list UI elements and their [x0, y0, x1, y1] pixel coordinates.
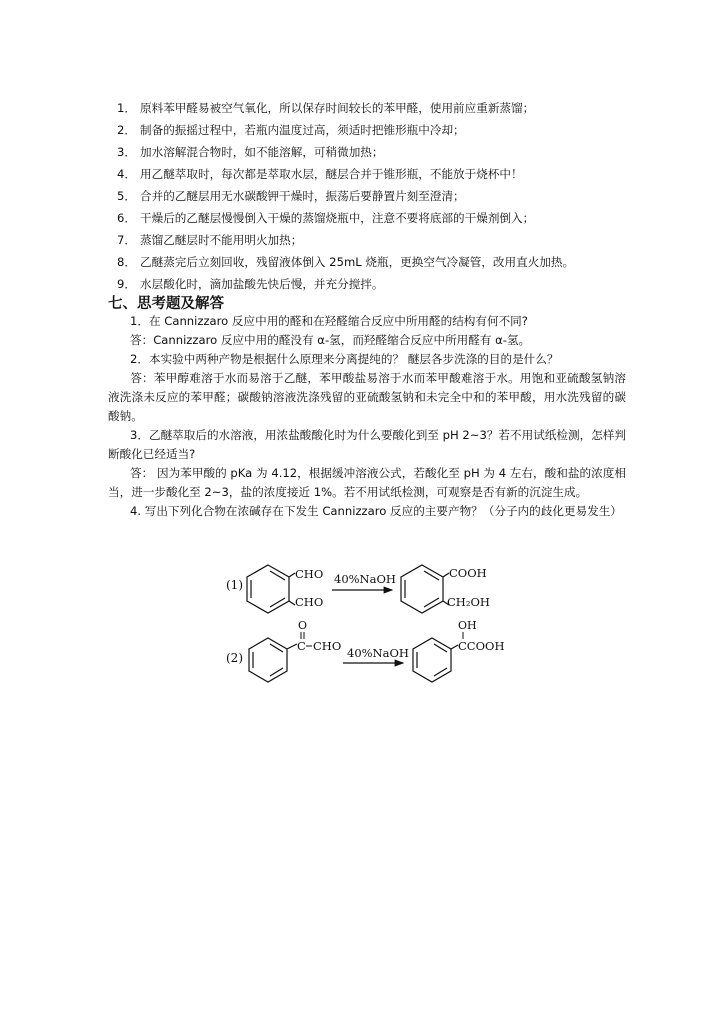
note-number: 1．: [117, 101, 136, 115]
benzene-ring-icon: [247, 565, 295, 613]
note-number: 6．: [117, 211, 136, 225]
answer-3: 答： 因为苯甲酸的 pKa 为 4.12，根据缓冲溶液公式，若酸化至 pH 为 4 左右，酸和盐的浓度相当，进一步酸化至 2~3，盐的浓度接近 1%。若不用试纸检测，可观察是否有新的沉淀生成。: [108, 466, 626, 499]
substituent-cho: CHO: [295, 595, 324, 609]
note-item: [108, 232, 628, 248]
substituent-cooh: COOH: [449, 566, 487, 580]
question-3: 3．乙醚萃取后的水溶液，用浓盐酸酸化时为什么要酸化到至 pH 2~3？若不用试纸检测，怎样判断酸化已经适当?: [108, 428, 626, 461]
note-text: 用乙醚萃取时，每次都是萃取水层，醚层合并于锥形瓶，不能放于烧杯中！: [140, 167, 523, 181]
carbonyl-oxygen: O: [298, 619, 308, 632]
substituent-ch2oh: CH₂OH: [447, 595, 490, 609]
answer-2: 答：苯甲醇难溶于水而易溶于乙醚，苯甲酸盐易溶于水而苯甲酸难溶于水。用饱和亚硫酸氢钠溶液洗涤未反应的苯甲醛；碳酸钠溶液洗涤残留的亚硫酸氢钠和未完全中和的苯甲酸，用水洗残留的碳酸钠。: [108, 371, 626, 423]
reaction-schemes: [0, 555, 724, 700]
hydroxyl-group: OH: [458, 619, 477, 632]
question-1: 1．在 Cannizzaro 反应中用的醛和在羟醛缩合反应中所用醛的结构有何不同?: [130, 314, 528, 328]
note-number: 7．: [117, 233, 136, 247]
reaction-2: [226, 619, 504, 682]
reaction-label: (2): [226, 651, 243, 665]
section-heading: 七、思考题及解答: [108, 296, 224, 312]
note-number: 4．: [117, 167, 136, 181]
note-text: 乙醚蒸完后立刻回收，残留液体倒入 25mL 烧瓶，更换空气冷凝管，改用直火加热。: [140, 255, 575, 269]
note-item: [108, 100, 628, 116]
note-number: 5．: [117, 189, 136, 203]
note-item: [108, 144, 628, 160]
reagent-label: 40%NaOH: [334, 572, 396, 586]
note-item: [108, 122, 628, 138]
substituent-cho: CHO: [313, 639, 342, 653]
reagent-label: 40%NaOH: [347, 646, 409, 660]
question-4: 4. 写出下列化合物在浓碱存在下发生 Cannizzaro 反应的主要产物？（分子内的歧化更易发生）: [130, 504, 622, 518]
note-item: [108, 210, 628, 226]
note-number: 2．: [117, 123, 136, 137]
note-text: 水层酸化时，滴加盐酸先快后慢，并充分搅拌。: [140, 277, 384, 291]
benzene-ring-icon: [413, 638, 458, 682]
substituent-ccooh: CCOOH: [458, 639, 505, 653]
benzene-ring-icon: [249, 638, 297, 682]
reaction-1: [226, 565, 490, 613]
note-number: 9．: [117, 277, 136, 291]
note-text: 合并的乙醚层用无水碳酸钾干燥时，振荡后要静置片刻至澄清；: [140, 189, 465, 203]
note-text: 蒸馏乙醚层时不能用明火加热；: [140, 233, 303, 247]
carbonyl-carbon: C: [297, 639, 306, 653]
note-number: 8．: [117, 255, 136, 269]
note-text: 干燥后的乙醚层慢慢倒入干燥的蒸馏烧瓶中，注意不要将底部的干燥剂倒入；: [140, 211, 535, 225]
answer-1: 答：Cannizzaro 反应中用的醛没有 α-氢，而羟醛缩合反应中所用醛有 α-氢。: [130, 333, 531, 347]
note-text: 加水溶解混合物时，如不能溶解，可稍微加热；: [140, 145, 384, 159]
substituent-cho: CHO: [295, 567, 324, 581]
reaction-label: (1): [226, 578, 243, 592]
note-number: 3．: [117, 145, 136, 159]
benzene-ring-icon: [401, 565, 449, 613]
qa-section: [108, 312, 626, 521]
note-item: [108, 276, 628, 292]
question-2: 2．本实验中两种产物是根据什么原理来分离提纯的？ 醚层各步洗涤的目的是什么？: [130, 352, 559, 366]
note-text: 制备的振摇过程中，若瓶内温度过高，须适时把锥形瓶中冷却；: [140, 123, 465, 137]
note-item: [108, 254, 628, 270]
note-item: [108, 188, 628, 204]
note-text: 原料苯甲醛易被空气氧化，所以保存时间较长的苯甲醛，使用前应重新蒸馏；: [140, 101, 535, 115]
note-item: [108, 166, 628, 182]
